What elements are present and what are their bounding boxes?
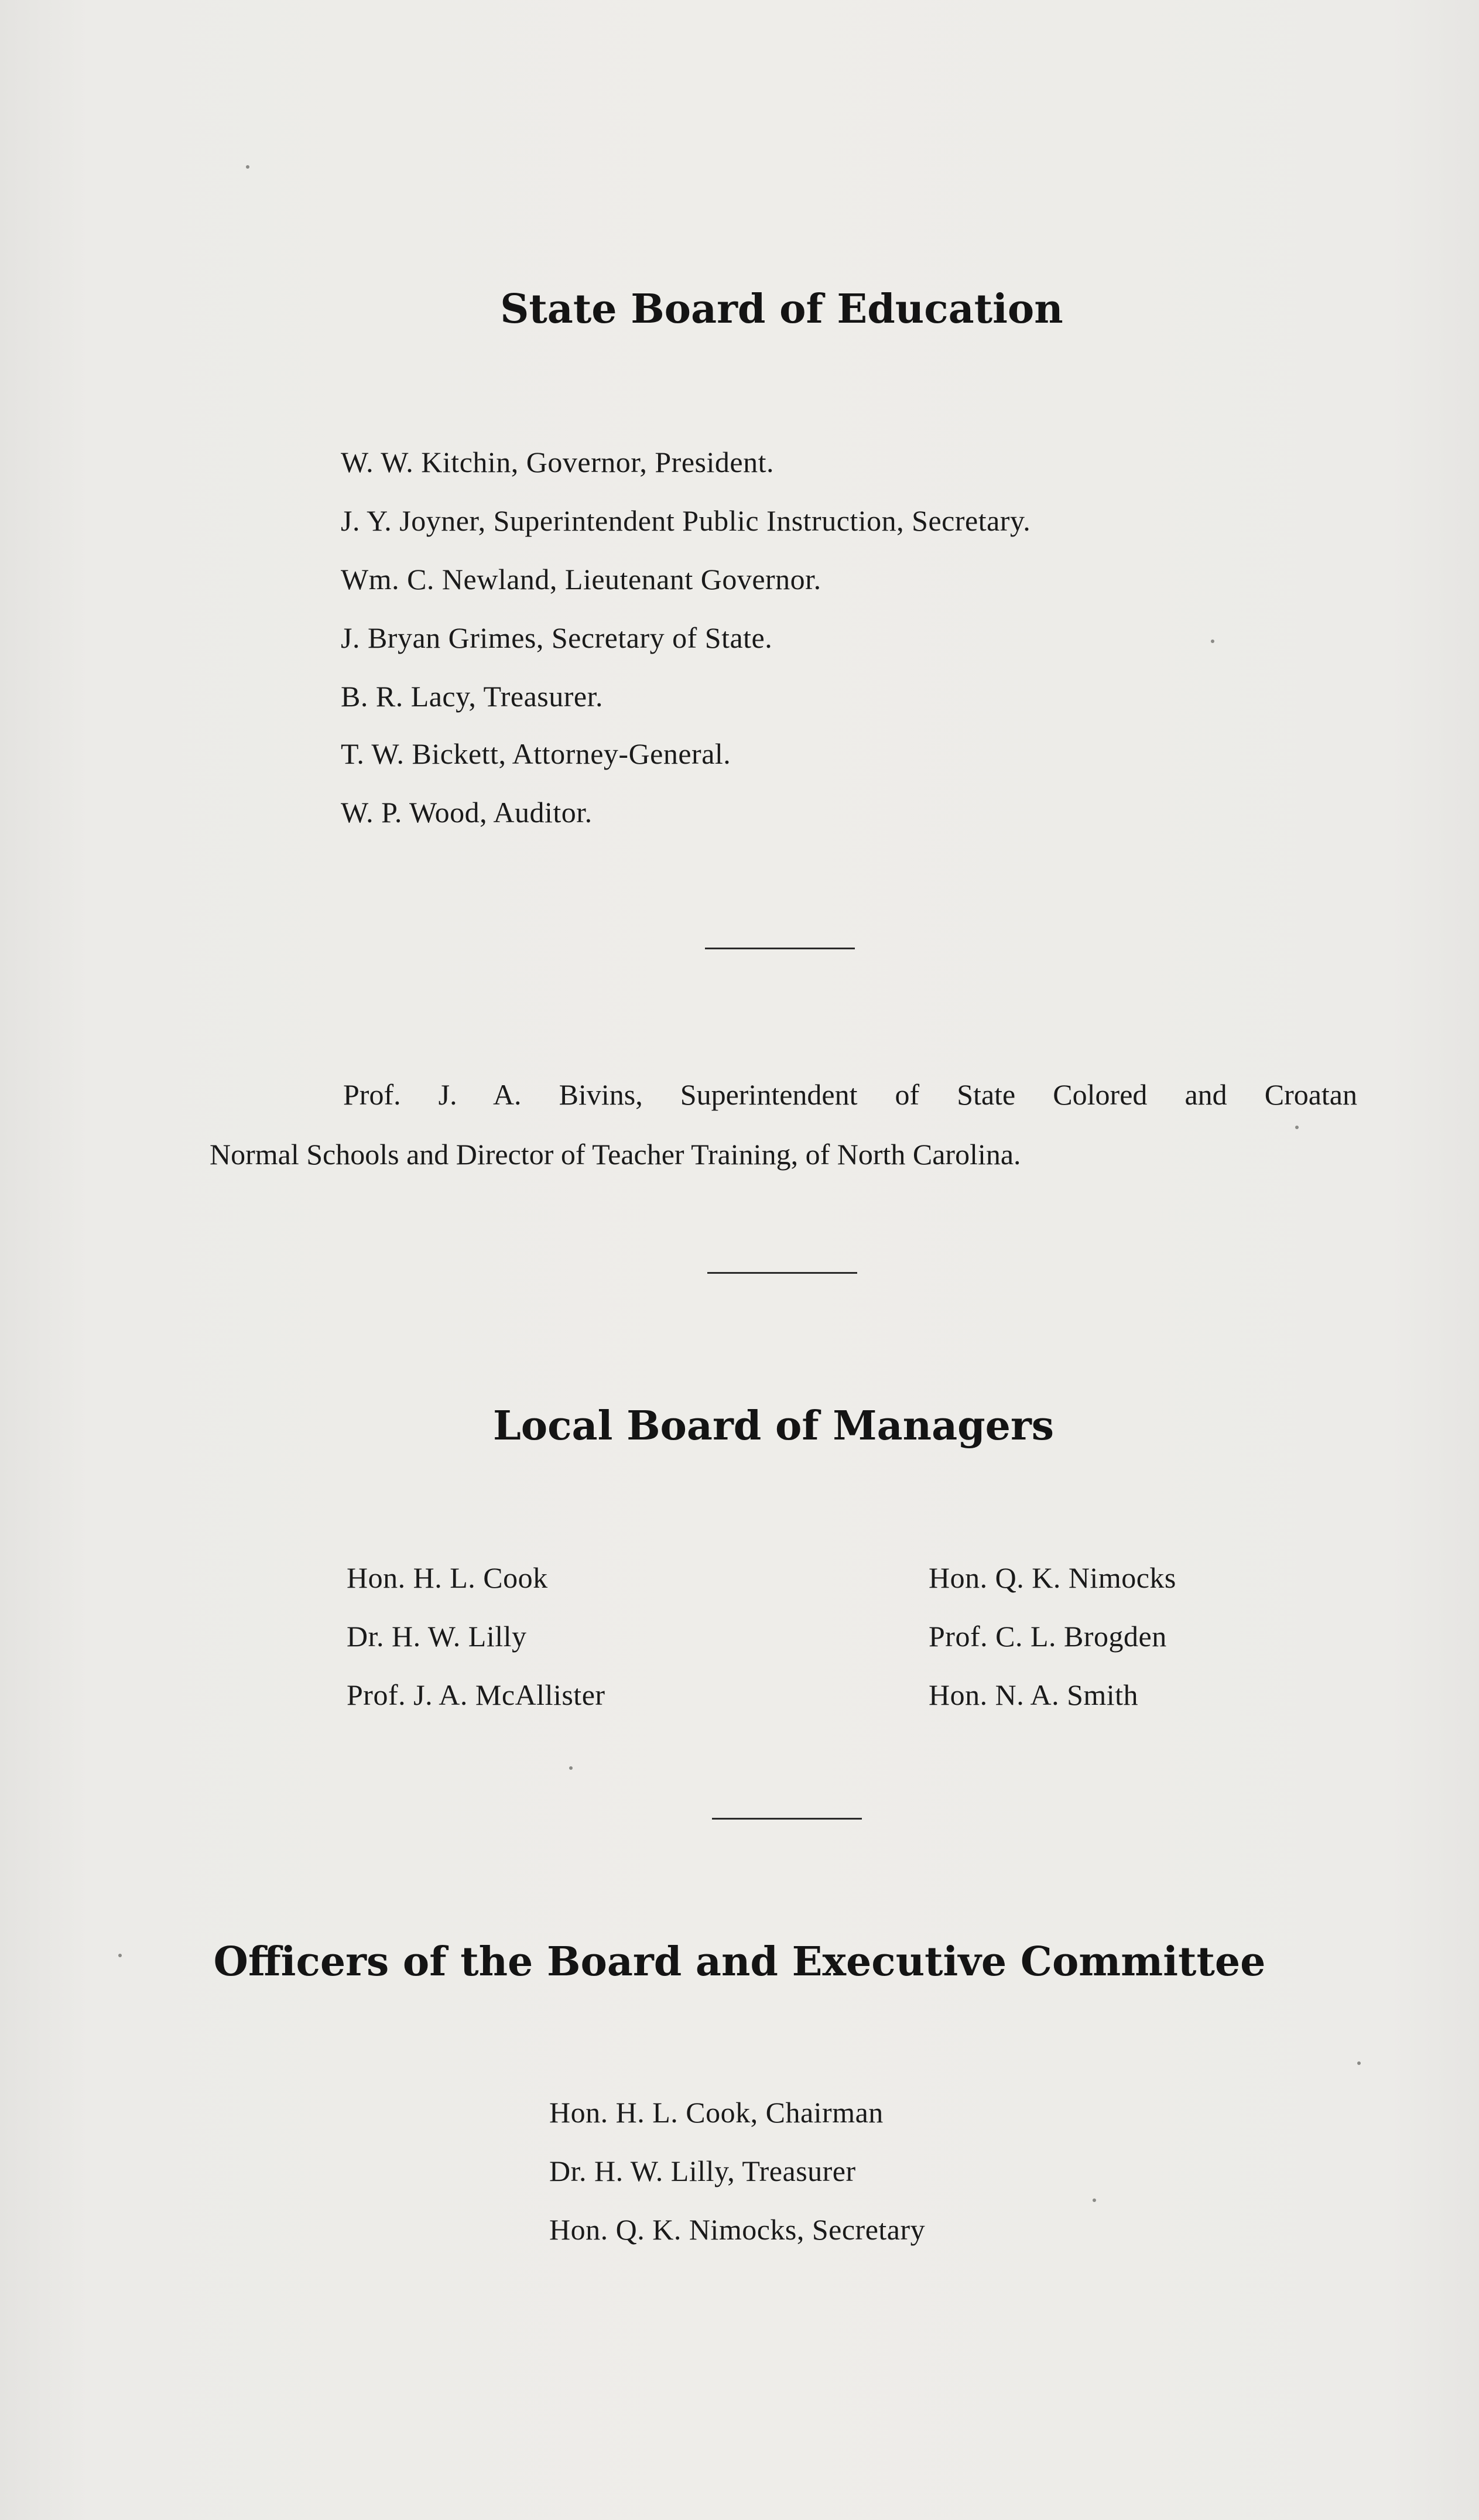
local-board-member: Dr. H. W. Lilly xyxy=(347,1620,527,1653)
superintendent-line-2: Normal Schools and Director of Teacher Training, of North Carolina. xyxy=(210,1138,1021,1171)
local-board-member: Hon. N. A. Smith xyxy=(929,1678,1139,1711)
state-board-member: J. Bryan Grimes, Secretary of State. xyxy=(341,621,773,654)
paper-speck xyxy=(569,1766,573,1770)
state-board-member: T. W. Bickett, Attorney-General. xyxy=(341,737,731,770)
superintendent-paragraph xyxy=(210,1065,1357,1184)
local-board-heading: Local Board of Managers xyxy=(492,1403,1055,1449)
local-board-member: Prof. C. L. Brogden xyxy=(929,1620,1167,1653)
superintendent-line-1: Prof. J. A. Bivins, Superintendent of State Colored and Croatan xyxy=(343,1078,1357,1111)
section-divider xyxy=(705,948,855,949)
local-board-member: Prof. J. A. McAllister xyxy=(347,1678,605,1711)
paper-speck xyxy=(1295,1126,1299,1129)
officer-entry: Dr. H. W. Lilly, Treasurer xyxy=(549,2155,856,2187)
state-board-member: B. R. Lacy, Treasurer. xyxy=(341,680,603,713)
officer-entry: Hon. Q. K. Nimocks, Secretary xyxy=(549,2213,926,2246)
paper-speck xyxy=(118,1954,122,1957)
state-board-heading: State Board of Education xyxy=(500,286,1063,333)
paper-speck xyxy=(1211,640,1214,643)
section-divider xyxy=(712,1818,862,1820)
local-board-member: Hon. H. L. Cook xyxy=(347,1561,548,1594)
officer-entry: Hon. H. L. Cook, Chairman xyxy=(549,2096,884,2129)
local-board-member: Hon. Q. K. Nimocks xyxy=(929,1561,1176,1594)
state-board-member: J. Y. Joyner, Superintendent Public Instruction, Secretary. xyxy=(341,504,1031,537)
state-board-member: W. P. Wood, Auditor. xyxy=(341,796,593,829)
paper-speck xyxy=(246,165,249,169)
officers-heading: Officers of the Board and Executive Committee xyxy=(213,1938,1266,1985)
section-divider xyxy=(707,1272,857,1274)
paper-speck xyxy=(1357,2061,1361,2065)
state-board-member: Wm. C. Newland, Lieutenant Governor. xyxy=(341,563,821,596)
state-board-member: W. W. Kitchin, Governor, President. xyxy=(341,446,774,478)
paper-speck xyxy=(1093,2198,1096,2202)
